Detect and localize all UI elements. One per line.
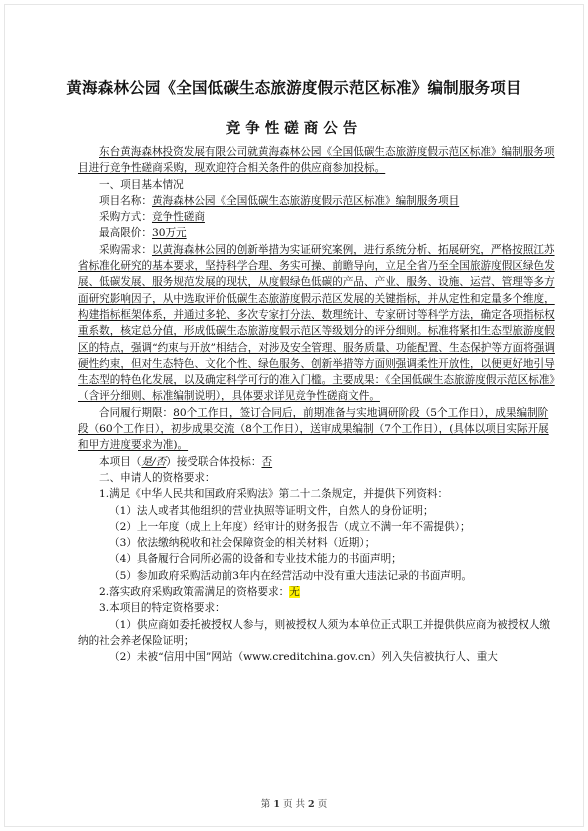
page-prefix: 第 [260,799,271,810]
method-label: 采购方式： [99,211,152,224]
demand-text: 以黄海森林公园的创新举措为实证研究案例，进行系统分析、拓展研究，严格按照江苏省标准化研究的基本要求，坚持科学合理、务实可操、前瞻导向，立足全省乃至全国旅游度假区绿色发展、低碳发展、服务规范发展的现状，从度假绿色低碳的产品、产业、服务、设施、运营、管理等多方面研究影响因子，从中选取评价低碳生态旅游度假示范区发展的关键指标，并从定性和定量多个维度，构建指标框架体系，并通过多轮、多次专家打分法、数理统计、专家研讨等科学方法，确定各项指标权重系数，核定总分值，形成低碳生态旅游度假示范区等级划分的评分细则。标准将紧扣生态型旅游度假区的特点，强调“约束与开放”相结合，对涉及安全管理、服务质量、功能配置、生态保护等方面将强调硬性约束，但对生态特色、文化个性、绿色服务、创新举措等方面则强调柔性开放性，以便更好地引导生态型的特色化发展，以及确定科学可行的准入门槛。主要成果：《全国低碳生态旅游度假示范区标准》（含评分细则、标准编制说明），具体要求详见竞争性磋商文件。 [78,243,555,403]
req3-item: （1）供应商如委托被授权人参与，则被授权人须为本单位正式职工并提供供应商为被授权人缴纳的社会养老保险证明； [78,618,551,647]
price-label: 最高限价： [99,227,152,240]
req1-item: （4）具备履行合同所必需的设备和专业技术能力的书面声明； [109,553,402,566]
req2-value: 无 [289,586,300,599]
period-paragraph [78,405,558,454]
demand-label: 采购需求： [99,243,152,256]
consortium-mid: ）接受联合体投标： [166,455,262,468]
document-subtitle: 竞争性磋商公告 [225,120,363,137]
project-name-label: 项目名称： [99,194,152,207]
page-suffix: 页 [317,799,328,810]
consortium-choice: 是/否 [141,455,167,468]
period-text: 80个工作日，签订合同后，前期准备与实地调研阶段（5个工作日），成果编制阶段（60个工作日），初步成果交流（8个工作日），送审成果编制（7个工作日），(具体以项目实际开展和甲方进度要求为准)。 [78,406,549,452]
method-line [78,209,558,225]
req1-item: （2）上一年度（成上上年度）经审计的财务报告（成立不满一年不需提供）； [109,520,471,533]
demand-paragraph [78,242,558,405]
page-mid: 页 共 [282,799,306,810]
method-value: 竞争性磋商 [151,211,205,224]
req3-item: （2）未被“信用中国”网站（www.creditchina.gov.cn）列入失信被执行人、重大 [109,651,498,664]
page-total: 2 [308,799,315,810]
project-name-line [78,193,558,209]
project-name-value: 黄海森林公园《全国低碳生态旅游度假示范区标准》编制服务项目 [151,194,460,207]
price-value: 30万元 [151,227,187,240]
period-label: 合同履行期限： [99,406,174,419]
document-body [78,144,558,666]
req1-line: 1.满足《中华人民共和国政府采购法》第二十二条规定，并提供下列资料： [99,488,449,501]
req3-line: 3.本项目的特定资格要求： [99,602,226,615]
intro-paragraph [78,144,558,177]
price-line [78,225,558,241]
req2-label: 2.落实政府采购政策需满足的资格要求： [99,586,290,599]
page-number-footer [0,796,588,810]
req1-item: （3）依法缴纳税收和社会保障资金的相关材料（近期）； [109,537,376,550]
req1-item: （1）法人或者其他组织的营业执照等证明文件，自然人的身份证明； [109,504,434,517]
section2-heading: 二、申请人的资格要求： [99,471,216,484]
section1-heading: 一、项目基本情况 [99,178,184,191]
page-current: 1 [273,799,280,810]
req2-line [78,584,558,600]
consortium-prefix: 本项目（ [99,455,142,468]
req1-item: （5）参加政府采购活动前3年内在经营活动中没有重大违法记录的书面声明。 [109,569,473,582]
document-title: 黄海森林公园《全国低碳生态旅游度假示范区标准》编制服务项目 [66,78,522,97]
consortium-value: 否 [261,455,273,468]
intro-text: 东台黄海森林投资发展有限公司就黄海森林公园《全国低碳生态旅游度假示范区标准》编制服务项目进行竞争性磋商采购，现欢迎符合相关条件的供应商参加投标。 [78,146,555,175]
consortium-line [78,454,558,470]
